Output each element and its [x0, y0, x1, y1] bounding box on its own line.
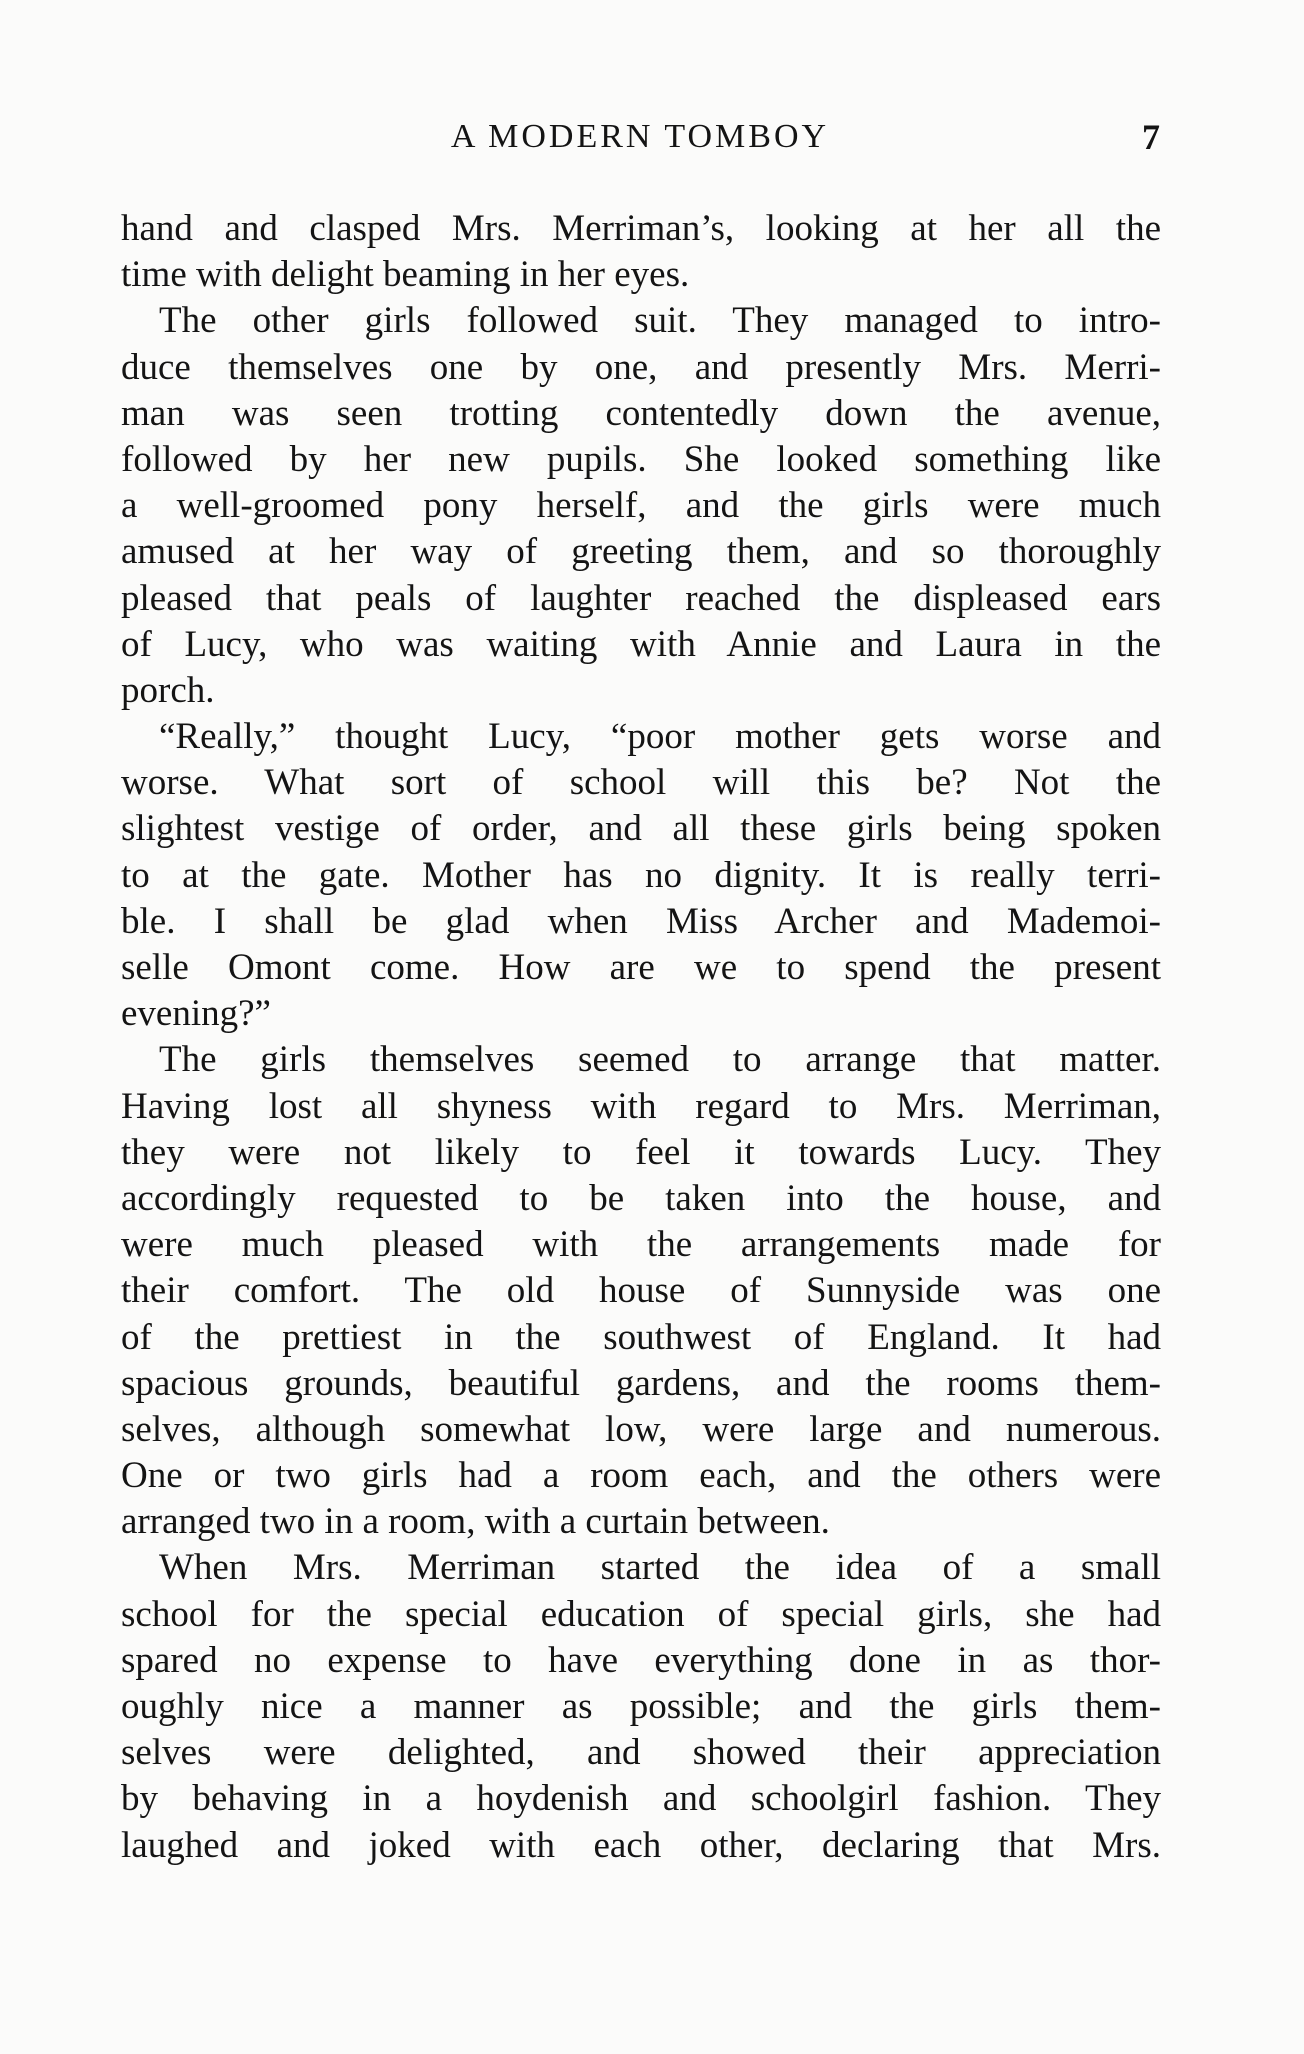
- text-line: arranged two in a room, with a curtain between.: [121, 1501, 830, 1543]
- text-line: oughly nice a manner as possible; and the girls them-: [121, 1686, 1161, 1727]
- text-line: by behaving in a hoydenish and schoolgirl fashion. They: [121, 1778, 1161, 1820]
- text-line: ble. I shall be glad when Miss Archer and Mademoi-: [121, 900, 1161, 942]
- text-line: spacious grounds, beautiful gardens, and the rooms them-: [121, 1362, 1161, 1404]
- text-line: The other girls followed suit. They managed to intro-: [159, 300, 1161, 342]
- body-text: [121, 206, 1161, 1869]
- text-line: a well-groomed pony herself, and the girls were much: [121, 485, 1161, 527]
- running-head: [120, 112, 1160, 162]
- text-line: hand and clasped Mrs. Merriman’s, looking at her all the: [121, 208, 1161, 249]
- text-line: were much pleased with the arrangements made for: [121, 1224, 1161, 1266]
- text-line: worse. What sort of school will this be? Not the: [121, 762, 1161, 804]
- text-line: followed by her new pupils. She looked something like: [121, 438, 1161, 480]
- text-line: time with delight beaming in her eyes.: [121, 254, 690, 296]
- running-title: A MODERN TOMBOY: [450, 118, 830, 155]
- text-line: laughed and joked with each other, declaring that Mrs.: [121, 1824, 1161, 1866]
- text-line: “Really,” thought Lucy, “poor mother gets worse and: [159, 716, 1161, 758]
- text-line: spared no expense to have everything done in as thor-: [121, 1639, 1161, 1681]
- page-number: 7: [1142, 117, 1160, 157]
- text-line: When Mrs. Merriman started the idea of a small: [159, 1547, 1161, 1589]
- text-line: school for the special education of special girls, she had: [121, 1593, 1161, 1635]
- text-line: The girls themselves seemed to arrange that matter.: [159, 1039, 1161, 1081]
- text-line: pleased that peals of laughter reached the displeased ears: [121, 577, 1161, 619]
- text-line: of Lucy, who was waiting with Annie and Laura in the: [121, 623, 1161, 665]
- text-line: Having lost all shyness with regard to Mrs. Merriman,: [121, 1085, 1161, 1127]
- text-line: of the prettiest in the southwest of England. It had: [121, 1316, 1161, 1358]
- text-line: selle Omont come. How are we to spend the present: [121, 947, 1161, 988]
- text-line: their comfort. The old house of Sunnyside was one: [121, 1270, 1161, 1312]
- text-line: slightest vestige of order, and all these girls being spoken: [121, 808, 1161, 850]
- text-line: they were not likely to feel it towards Lucy. They: [121, 1131, 1161, 1173]
- text-line: porch.: [121, 669, 215, 711]
- text-line: amused at her way of greeting them, and so thoroughly: [121, 531, 1161, 573]
- text-line: selves, although somewhat low, were large and numerous.: [121, 1408, 1161, 1450]
- text-line: to at the gate. Mother has no dignity. It is really terri-: [121, 854, 1161, 896]
- text-line: accordingly requested to be taken into the house, and: [121, 1177, 1161, 1219]
- text-line: man was seen trotting contentedly down the avenue,: [121, 392, 1161, 434]
- text-line: evening?”: [121, 993, 271, 1035]
- text-line: One or two girls had a room each, and the others were: [121, 1455, 1161, 1497]
- text-line: duce themselves one by one, and presently Mrs. Merri-: [121, 346, 1161, 388]
- text-line: selves were delighted, and showed their appreciation: [121, 1732, 1161, 1774]
